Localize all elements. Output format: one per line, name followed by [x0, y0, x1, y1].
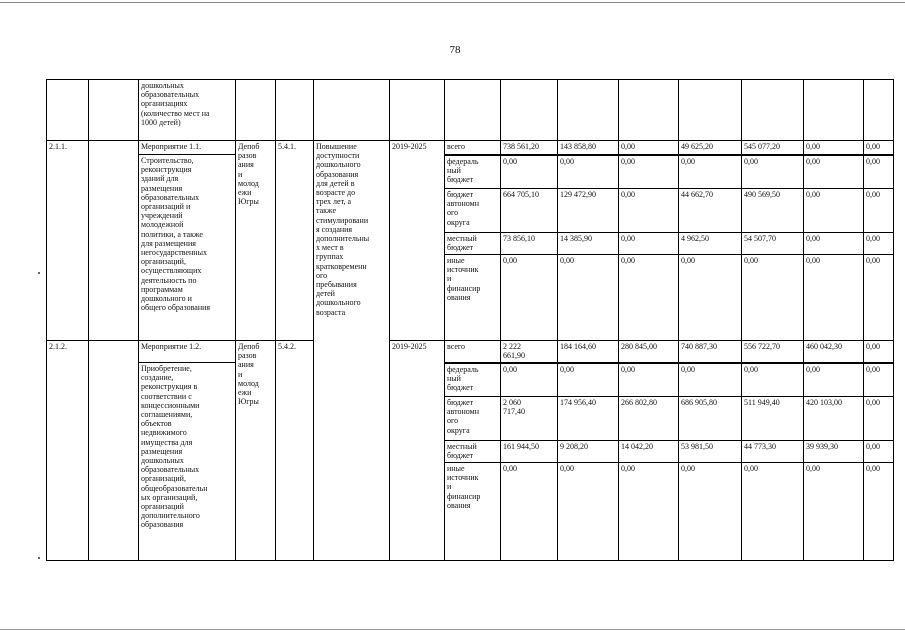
- value-cell: 174 956,40: [558, 397, 619, 441]
- value-cell: 39 939,30: [804, 441, 864, 463]
- scan-edge-bottom: [0, 629, 905, 630]
- table-cell: [276, 80, 314, 141]
- source-name: федераль ный бюджет: [445, 156, 501, 189]
- program-table: [46, 79, 894, 561]
- table-cell: [445, 80, 501, 141]
- table-cell: [89, 341, 139, 561]
- value-cell: 0,00: [679, 255, 742, 341]
- value-cell: 44 773,30: [742, 441, 804, 463]
- value-cell: 9 208,20: [558, 441, 619, 463]
- value-cell: 0,00: [742, 463, 804, 561]
- value-cell: 0,00: [501, 364, 558, 397]
- value-cell: 0,00: [864, 255, 894, 341]
- table-cell: [864, 80, 894, 141]
- source-name: бюджет автономн ого округа: [445, 189, 501, 233]
- value-cell: 0,00: [501, 255, 558, 341]
- continuation-description: дошкольных образовательных организациях (количество мест на 1000 детей): [141, 81, 210, 127]
- source-name: бюджет автономн ого округа: [445, 397, 501, 441]
- event-title: Мероприятие 1.2.: [139, 341, 236, 363]
- table-cell: [679, 80, 742, 141]
- table-row: [47, 141, 894, 155]
- period: 2019-2025: [390, 341, 445, 561]
- value-cell: 0,00: [864, 463, 894, 561]
- value-cell: 14 042,20: [619, 441, 679, 463]
- value-cell: 44 662,70: [679, 189, 742, 233]
- page-number: 78: [449, 44, 461, 56]
- scan-speck: [38, 557, 40, 559]
- source-name: всего: [445, 141, 501, 155]
- value-cell: 420 103,00: [804, 397, 864, 441]
- table-cell: [501, 80, 558, 141]
- value-cell: 49 625,20: [679, 141, 742, 155]
- value-cell: 0,00: [619, 463, 679, 561]
- value-cell: 0,00: [619, 364, 679, 397]
- table-cell: [236, 80, 276, 141]
- value-cell: 740 887,30: [679, 341, 742, 363]
- value-cell: 0,00: [742, 255, 804, 341]
- table-cell: [804, 80, 864, 141]
- value-cell: 686 905,80: [679, 397, 742, 441]
- value-cell: 0,00: [742, 156, 804, 189]
- table-cell: [390, 80, 445, 141]
- indicator-number: 5.4.2.: [276, 341, 314, 561]
- value-cell: 545 077,20: [742, 141, 804, 155]
- value-cell: 0,00: [619, 233, 679, 255]
- table-cell: [558, 80, 619, 141]
- value-cell: 0,00: [804, 141, 864, 155]
- source-name: федераль ный бюджет: [445, 364, 501, 397]
- value-cell: 0,00: [804, 463, 864, 561]
- value-cell: 54 507,70: [742, 233, 804, 255]
- value-cell: 0,00: [558, 364, 619, 397]
- indicator-number: 5.4.1.: [276, 141, 314, 341]
- value-cell: 53 981,50: [679, 441, 742, 463]
- table-cell: [89, 141, 139, 341]
- value-cell: 0,00: [864, 141, 894, 155]
- value-cell: 2 222 661,90: [501, 341, 558, 363]
- value-cell: 0,00: [619, 255, 679, 341]
- table-cell: [619, 80, 679, 141]
- value-cell: 184 164,60: [558, 341, 619, 363]
- value-cell: 0,00: [619, 156, 679, 189]
- value-cell: 0,00: [679, 463, 742, 561]
- event-title: Мероприятие 1.1.: [139, 141, 236, 155]
- source-name: иные источник и финансир ования: [445, 463, 501, 561]
- value-cell: 0,00: [864, 441, 894, 463]
- event-description: Приобретение, создание, реконструкция в соответствии с концессионными соглашениями, объектов недвижимого имущества для размещения дошкольных образовательных организаций, общеобразовательн ых организаций, организаций дополнительного образования: [139, 363, 236, 561]
- value-cell: 161 944,50: [501, 441, 558, 463]
- event-description: Строительство, реконструкция зданий для размещения образовательных организаций и учреждений молодежной политики, а также для размещения негосударственных организаций, осуществляющих деятельность по программам дошкольного и общего образования: [139, 155, 236, 341]
- value-cell: 0,00: [619, 189, 679, 233]
- value-cell: 0,00: [558, 156, 619, 189]
- value-cell: 143 858,80: [558, 141, 619, 155]
- table-cell: [742, 80, 804, 141]
- table-cell: [314, 80, 390, 141]
- source-name: иные источник и финансир ования: [445, 255, 501, 341]
- table-cell: [47, 80, 89, 141]
- value-cell: 129 472,90: [558, 189, 619, 233]
- row-number: 2.1.1.: [47, 141, 89, 341]
- value-cell: 0,00: [558, 255, 619, 341]
- value-cell: 0,00: [804, 364, 864, 397]
- value-cell: 556 722,70: [742, 341, 804, 363]
- value-cell: 0,00: [804, 233, 864, 255]
- value-cell: 0,00: [864, 156, 894, 189]
- value-cell: 0,00: [804, 189, 864, 233]
- value-cell: 4 962,50: [679, 233, 742, 255]
- source-name: местный бюджет: [445, 233, 501, 255]
- table-cell: [89, 80, 139, 141]
- value-cell: 0,00: [804, 156, 864, 189]
- value-cell: 14 385,90: [558, 233, 619, 255]
- table-row-continuation: [47, 80, 894, 141]
- value-cell: 664 705,10: [501, 189, 558, 233]
- value-cell: 0,00: [679, 364, 742, 397]
- value-cell: 0,00: [864, 233, 894, 255]
- period: 2019-2025: [390, 141, 445, 341]
- value-cell: 0,00: [558, 463, 619, 561]
- value-cell: 738 561,20: [501, 141, 558, 155]
- value-cell: 0,00: [501, 463, 558, 561]
- value-cell: 0,00: [679, 156, 742, 189]
- source-name: местный бюджет: [445, 441, 501, 463]
- value-cell: 0,00: [501, 156, 558, 189]
- value-cell: 0,00: [742, 364, 804, 397]
- value-cell: 0,00: [804, 255, 864, 341]
- responsible-executor: Депоб разов ания и молод ежи Югры: [236, 141, 276, 341]
- value-cell: 2 060 717,40: [501, 397, 558, 441]
- table-row: [47, 341, 894, 363]
- value-cell: 266 802,80: [619, 397, 679, 441]
- value-cell: 511 949,40: [742, 397, 804, 441]
- value-cell: 490 569,50: [742, 189, 804, 233]
- value-cell: 0,00: [864, 189, 894, 233]
- value-cell: 73 856,10: [501, 233, 558, 255]
- value-cell: 0,00: [619, 141, 679, 155]
- value-cell: 0,00: [864, 364, 894, 397]
- goal-description: Повышение доступности дошкольного образования для детей в возрасте до трех лет, а также стимулировани я создания дополнительны х мест в группах кратковременн ого пребывания детей дошкольного возраста: [314, 141, 390, 561]
- table-cell: [139, 80, 236, 141]
- responsible-executor: Депоб разов ания и молод ежи Югры: [236, 341, 276, 561]
- row-number: 2.1.2.: [47, 341, 89, 561]
- value-cell: 0,00: [864, 397, 894, 441]
- value-cell: 0,00: [864, 341, 894, 363]
- scan-speck: [38, 272, 40, 274]
- value-cell: 280 845,00: [619, 341, 679, 363]
- source-name: всего: [445, 341, 501, 363]
- value-cell: 460 042,30: [804, 341, 864, 363]
- scan-edge-top: [0, 2, 905, 3]
